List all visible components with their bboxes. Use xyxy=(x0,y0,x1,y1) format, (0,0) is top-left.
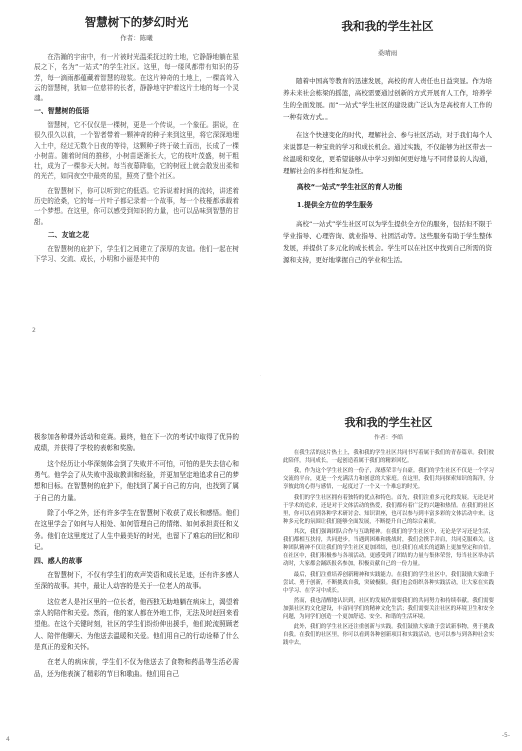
paragraph: 然而，我也清醒地认识到，社区的发展仍需要我们的共同努力和持续奉献。我们需要加强社区的文化建设，丰富同学们的精神文化生活；我们需要关注社区的环境卫生和安全问题，为同学们创造一个更加舒适、安全、和谐的生活环境。 xyxy=(283,597,494,621)
paragraph: 极参加各种课外活动和竞赛。最终，他在下一次的考试中取得了优异的成绩，并获得了学校的表彰和奖励。 xyxy=(34,433,239,453)
page-title: 我和我的学生社区 xyxy=(341,19,434,33)
paragraph: 在智慧树下，你可以听到它的低语。它诉说着时间的流转，讲述着历史的沧桑，它的每一片叶子都记录着一个故事，每一个枝桠都承载着一个梦想。在这里，你可以感受到知识的力量，也可以品味到智慧的甘甜。 xyxy=(34,186,239,226)
paragraph: 这位老人是社区里的一位长者，他西独无助地躺在病床上，渴望着亲人的陪伴和关爱。然而，他的家人都在外地工作，无法及时赶回来看望他。在这个关键时刻，社区的学生们纷纷伸出援手，他们轮流照顾老人、陪伴他聊天、为他送去温暖和关爱。他们用自己的行动诠释了什么是真正的爱和关怀。 xyxy=(34,597,239,651)
paragraph: 此外，我们的学生社区还注重创新与实践。我们鼓励大家敢于尝试新事物，勇于挑战自我。在我们的社区里，你可以看到各种创新项目和实践活动，也可以参与到各种社会实践中去， xyxy=(283,624,494,647)
paragraph: 高校“一站式”学生社区可以为学生提供全方位的服务，包括但不限于学业指导、心理咨询、就业指导、社团活动等。这些服务有助于学生整体发展，并提供了多元化的成长机会。学生可以在社区中找到自己所需的资源和支持，更好地掌握自己的学业和生活。 xyxy=(283,220,492,265)
paragraph: 随着中国高等教育的迅速发展，高校的育人责任也日益突显。作为培养未来社会栋梁的摇篮，高校需要通过创新的方式开展育人工作，培养学生的全面发展。而“一站式”学生社区的建设就广泛认为是高校育人工作的一种有效方式。。 xyxy=(283,77,492,122)
paragraph: 除了小华之外，还有许多学生在智慧树下收获了成长和感悟。他们在这里学会了如何与人相处、如何管理自己的情绪、如何承担责任和义务。他们在这里度过了人生中最美好的时光，也留下了难忘的回忆和印记。 xyxy=(34,508,239,551)
author-line: 作者：陈曦 xyxy=(120,34,153,42)
paragraph: 最后，我们注重培养创新精神和实践能力。在我们的学生社区中，我们鼓励大家敢于尝试、勇于创新，不断挑战自我，突破极限。我们也会组织各种实践活动，让大家在实践中学习、在学习中成长。 xyxy=(283,571,494,594)
section-heading: 高校“一站式”学生社区的育人功能 xyxy=(296,183,403,192)
section-heading: 二、友谊之花 xyxy=(47,230,90,239)
document-page-2 xyxy=(0,0,261,375)
paragraph: 这个经历让小华深刻体会到了失败并不可怕，可怕的是失去信心和勇气。他学会了从失败中汲取教训和经验，并更加坚定地追求自己的梦想和目标。在智慧树的庇护下，他找到了属于自己的方向，也找到了属于自己的力量。 xyxy=(34,459,239,502)
paragraph: 在智慧树下，不仅有学生们的欢声笑语和成长足迹，还有许多感人至深的故事。其中，最让人动容的是关于一位老人的故事。 xyxy=(34,570,239,591)
document-page-essay xyxy=(261,0,522,375)
page-title: 智慧树下的梦幻时光 xyxy=(84,15,189,29)
paragraph: 在浩瀚的宇宙中，有一片被时光温柔抚过的土地，它静静地躺在星辰之下，名为“一站式”的学生社区。这里，每一缕风都带有知识的芬芳，每一滴雨都蕴藏着智慧的琼浆。在这片神奇的土地上，一棵高耸入云的智慧树，犹如一位慈祥的长者，静静地守护着这片土地的每一个灵魂。 xyxy=(34,53,239,103)
page-number: 2 xyxy=(32,327,36,334)
paragraph: 在我生活的这片热土上，我和我的学生社区共同书写着属于我们的青春篇章。我们彼此陪伴，共同成长，一起创造着属于我们的精彩回忆。 xyxy=(283,450,494,465)
section-heading: 一、智慧树的低语 xyxy=(34,107,90,116)
subsection-heading: 1.提供全方位的学生服务 xyxy=(296,200,373,209)
page-number: 4 xyxy=(6,736,10,743)
author-line: 作者：李皓 xyxy=(374,435,403,441)
paragraph: 我们的学生社区拥有着独特的优点和特色。首先，我们注重多元化的发展。无论是对于学术的追求，还是对于文体活动的热爱，我们都有着广泛的兴趣和热情。在我们的社区里，你可以看到各种学术研讨会、知识讲座，也可以参与到丰富多彩的文体活动中来。这种多元化的氛围让我们能够全面发展，不断提升自己的综合素质。 xyxy=(283,494,494,525)
paragraph: 在老人的病床前，学生们不仅为他送去了食物和药品等生活必需品，还为他表演了精彩的节目和歌曲。他们用自己 xyxy=(34,658,239,678)
section-heading: 四、感人的故事 xyxy=(34,557,83,566)
paragraph: 在智慧树的庇护下，学生们之间建立了深厚的友谊。他们一起在树下学习、交流、成长，小明和小丽是其中的 xyxy=(34,244,239,263)
document-page-4 xyxy=(0,376,261,751)
paragraph: 其次，我们强调团队合作与互助精神。在我们的学生社区中，无论是学习还是生活，我们都相互扶持，共同进步。当遇到困难和挑战时，我们会携手并肩，共同克服难关。这种团队精神不仅让我们的学生社区更加团结，也让我们在成长的道路上更加坚定和自信。在社区中，我们积极参与各项活动，更感受到了团结的力量与集体荣誉，每当社区举办活动时，大家都会踊跃报名参加，积极贡献自己的一份力量。 xyxy=(283,528,494,568)
paragraph: 智慧树，它不仅仅是一棵树，更是一个传说，一个象征。据说，在很久很久以前，一个智者带着一颗神奇的种子来到这里，将它深深地埋入土中，经过无数个日夜的等待，这颗种子终于破土而出，长成了一棵小树苗。随着时间的推移，小树苗逐渐长大，它的枝叶茂盛，树干粗壮，成为了一棵参天大树。每当夜幕降临，它的树冠上就会散发出柔和的光芒，如同夜空中最亮的星，照亮了整个社区。 xyxy=(34,121,239,181)
page-number: -5- xyxy=(501,732,510,739)
page-title: 我和我的学生社区 xyxy=(344,416,433,429)
author-line: 桑晴雨 xyxy=(377,49,398,57)
paragraph: 在这个快速变化的时代，理解社会、参与社区活动，对于我们每个人来说都是一种宝贵的学习和成长机会。通过实践，不仅能够为社区带去一丝温暖和变化，更希望能够从中学习到如何更好地与不同背景的人沟通，理解社会的多样性和复杂性。 xyxy=(283,131,492,176)
document-page-5 xyxy=(261,376,522,751)
paragraph: 我，作为这个学生社区的一份子，深感荣幸与自豪。我们的学生社区不仅是一个学习交流的平台，更是一个充满活力和创意的大家庭。在这里，我们共同探索知识的海洋，分享彼此的心得与感悟，一起度过了一个又一个难忘的时光。 xyxy=(283,468,494,491)
